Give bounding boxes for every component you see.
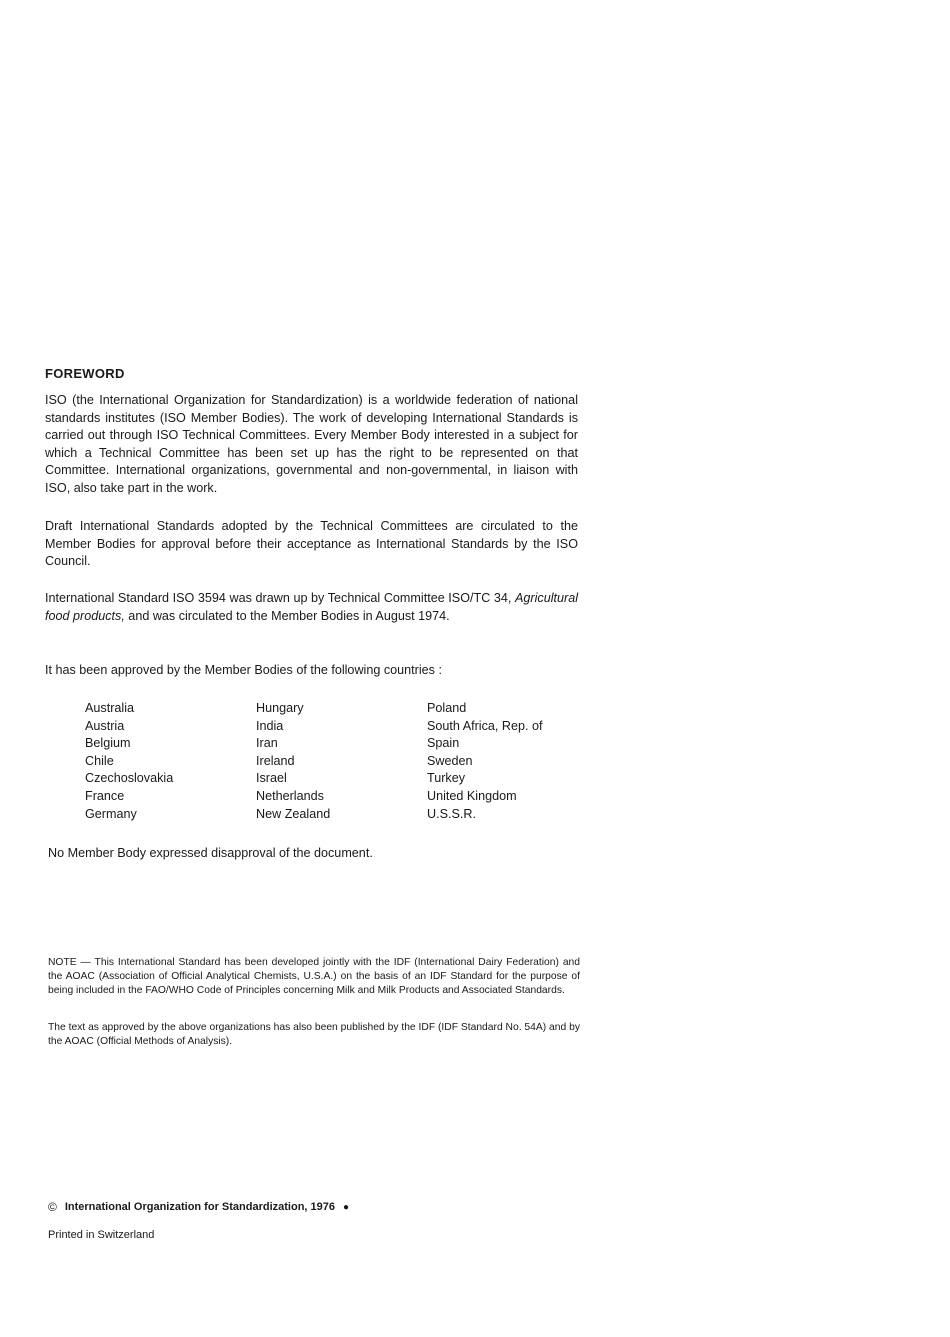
country: Czechoslovakia (85, 771, 174, 786)
country: Hungary (256, 701, 304, 715)
standard-text-before: International Standard ISO 3594 was drawn up by Technical Committee ISO/TC 34, (45, 591, 515, 605)
country: Iran (256, 736, 278, 751)
country-column-2 (256, 700, 427, 823)
country: Poland (427, 701, 467, 715)
foreword-heading: FOREWORD (45, 366, 125, 381)
foreword-paragraph-standard (45, 590, 578, 625)
standard-text-after: and was circulated to the Member Bodies in August 1974. (124, 608, 450, 623)
foreword-paragraph-iso: ISO (the International Organization for Standardization) is a worldwide federation of national standards institutes (ISO Member Bodies). The work of developing International Standards is carried out through ISO Technical Committees. Every Member Body interested in a subject for which a Technical Committee has been set up has the right to be represented on that Committee. International organizations, governmental and non-governmental, in liaison with ISO, also take part in the work. (45, 393, 578, 495)
printed-in: Printed in Switzerland (48, 1229, 155, 1241)
country: United Kingdom (427, 788, 517, 803)
approval-intro: It has been approved by the Member Bodies of the following countries : (45, 663, 442, 677)
country: Ireland (256, 753, 295, 768)
country-column-3 (427, 700, 598, 823)
bullet-icon: ● (343, 1201, 350, 1213)
copyright-line (48, 1200, 349, 1214)
country: U.S.S.R. (427, 806, 476, 821)
note-joint-development: NOTE — This International Standard has been developed jointly with the IDF (International Dairy Federation) and the AOAC (Association of Official Analytical Chemists, U.S.A.) on the basis of an IDF Standard for the purpose of being included in the FAO/WHO Code of Principles concerning Milk and Milk Products and Associated Standards. (48, 957, 580, 997)
foreword-paragraph-drafts: Draft International Standards adopted by the Technical Committees are circulated to the Member Bodies for approval before their acceptance as International Standards by the ISO Council. (45, 519, 578, 569)
country: South Africa, Rep. of (427, 718, 543, 733)
committee-title: Agricultural food products, (45, 591, 578, 623)
copyright-icon: © (48, 1200, 57, 1214)
note-publication: The text as approved by the above organizations has also been published by the IDF (IDF Standard No. 54A) and by the AOAC (Official Methods of Analysis). (48, 1022, 580, 1048)
country: Chile (85, 753, 114, 768)
copyright-text: International Organization for Standardization, 1976 (64, 1201, 335, 1213)
country: India (256, 718, 284, 733)
country: Belgium (85, 736, 131, 751)
country: Austria (85, 718, 125, 733)
country-list (85, 700, 598, 823)
country: New Zealand (256, 806, 331, 821)
country: Australia (85, 701, 134, 715)
country: Sweden (427, 753, 473, 768)
country: Spain (427, 736, 460, 751)
disapproval-statement: No Member Body expressed disapproval of the document. (48, 846, 373, 860)
country: France (85, 788, 125, 803)
country: Israel (256, 771, 287, 786)
country: Netherlands (256, 788, 324, 803)
country: Germany (85, 806, 137, 821)
country: Turkey (427, 771, 466, 786)
country-column-1 (85, 700, 256, 823)
